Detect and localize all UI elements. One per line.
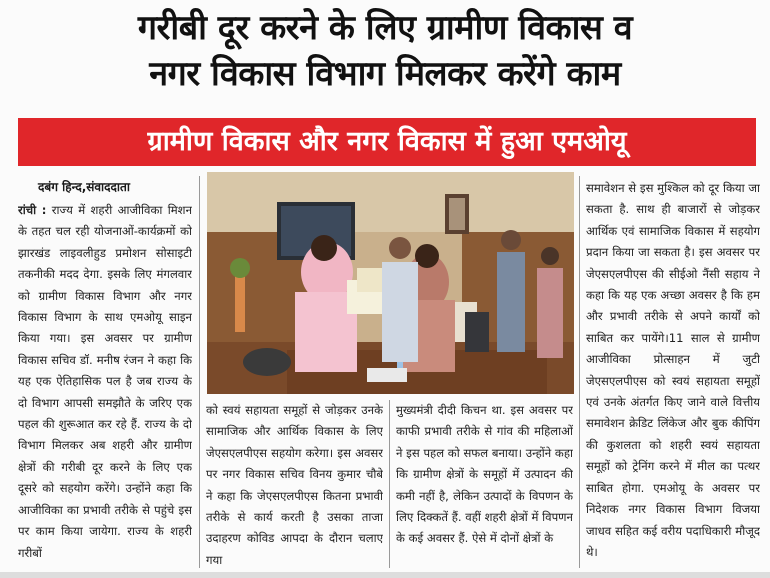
article-column-4: [586, 178, 760, 568]
article-column-4-text: समावेशन से इस मुश्किल को दूर किया जा सकता है. साथ ही बाजारों से जोड़कर आर्थिक एवं सामाजिक विकास में सहयोग प्रदान किया जा सकता है। इस अवसर पर जेएसएलपीएस की सीईओ नैंसी सहाय ने कहा कि यह एक अच्छा अवसर है कि हम और प्रभावी तरीके से अपने कार्यों को साबित कर पायेंगे।11 साल से ग्रामीण आजीविका प्रोत्साहन में जुटी जेएसएलपीएस को स्वयं सहायता समूहों एवं उनके अंतर्गत किए जाने वाले वित्तीय समावेशन क्रेडिट लिंकेज और बुक कीपिंग की कुशलता को शहरी स्वयं सहायता समूहों को ट्रेनिंग करने में मील का पत्थर साबित होगा. एमओयू के अवसर पर निदेशक नगर विकास विभाग विजया जाधव सहित कई वरीय पदाधिकारी मौजूद थे।: [586, 181, 760, 559]
photo-illustration: [207, 172, 574, 394]
column-divider-2: [389, 400, 390, 568]
news-photo: [207, 172, 574, 394]
article-column-1: [18, 200, 192, 568]
headline-line-1: गरीबी दूर करने के लिए ग्रामीण विकास व: [137, 8, 633, 48]
article-column-2-text: को स्वयं सहायता समूहों से जोड़कर उनके सामाजिक और आर्थिक विकास के लिए जेएसएलपीएस सहयोग करेगा। इस अवसर पर नगर विकास सचिव विनय कुमार चौबे ने कहा कि जेएसएलपीएस कितना प्रभावी तरीके से कार्य करती है उसका ताजा उदाहरण कोविड आपदा के दौरान चलाए गया: [206, 403, 383, 567]
column-divider-1: [199, 176, 200, 568]
article-column-3-text: मुख्यमंत्री दीदी किचन था. इस अवसर पर काफी प्रभावी तरीके से गांव की महिलाओं ने इस पहल को सफल बनाया। उन्होंने कहा कि ग्रामीण क्षेत्रों के समूहों में उत्पादन की कमी नहीं है, लेकिन उत्पादों के विपणन के लिए दिक्कतें हैं. वहीं शहरी क्षेत्रों में विपणन के कई अवसर हैं. ऐसे में दोनों क्षेत्रों के: [396, 403, 573, 546]
column-divider-3: [579, 176, 580, 568]
byline: दबंग हिन्द,संवाददाता: [38, 180, 130, 194]
subheadline-banner: ग्रामीण विकास और नगर विकास में हुआ एमओयू: [18, 118, 756, 166]
page-bottom-edge: [0, 572, 770, 578]
article-column-3: [396, 400, 573, 568]
dateline-place: रांची :: [18, 203, 47, 217]
headline-line-2: नगर विकास विभाग मिलकर करेंगे काम: [149, 54, 621, 94]
article-column-2: [206, 400, 383, 568]
article-column-1-text: राज्य में शहरी आजीविका मिशन के तहत चल रही योजनाओं-कार्यक्रमों को झारखंड लाइवलीहुड प्रमोशन सोसाइटी तकनीकी मदद देगा. इसके लिए मंगलवार को ग्रामीण विकास विभाग और नगर विकास विभाग के साथ एमओयू साइन किया गया। इस अवसर पर ग्रामीण विकास सचिव डॉ. मनीष रंजन ने कहा कि यह एक ऐतिहासिक पल है जब राज्य के दो विभाग आपसी समझौते के जरिए एक पहल की शुरूआत कर रहे हैं. राज्य के दो विभाग मिलकर अब शहरी और ग्रामीण क्षेत्रों की गरीबी दूर करने के लिए एक दूसरे को सहयोग करेंगे। उन्होंने कहा कि आजीविका का प्रभावी तरीके से पहुंचे इस पर काम किया जायेगा. राज्य के शहरी गरीबों: [18, 203, 192, 560]
